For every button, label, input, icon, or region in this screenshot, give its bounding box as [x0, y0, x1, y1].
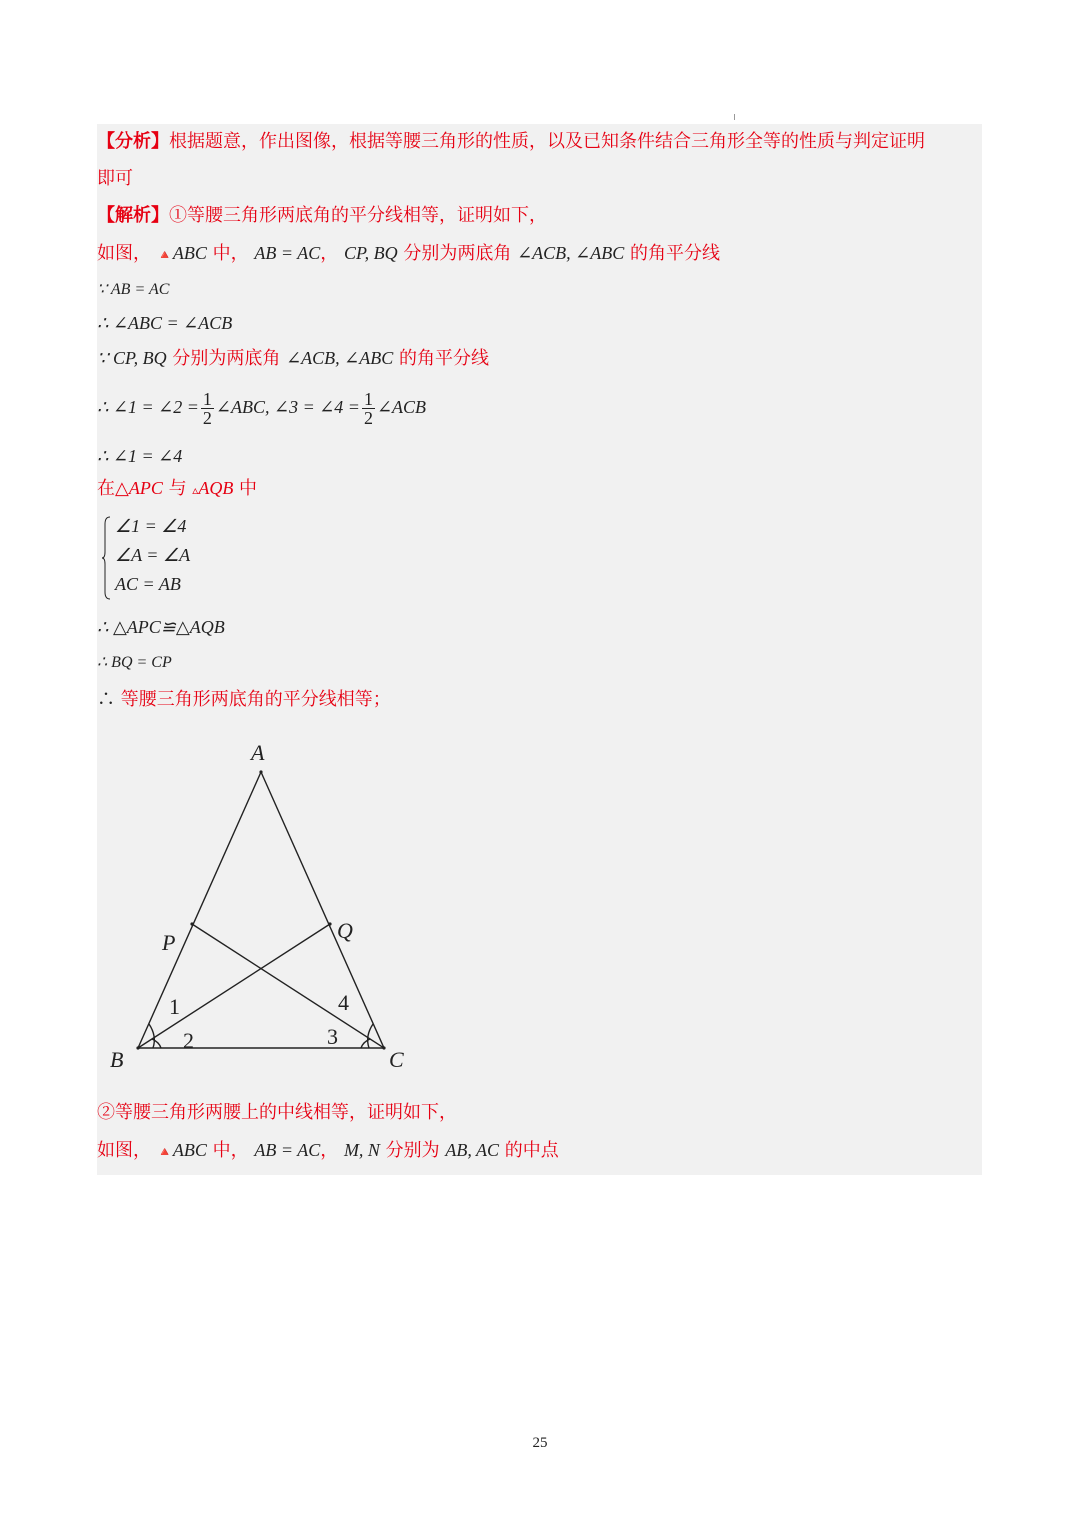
frac-den: 2 — [202, 408, 212, 429]
system-eq-1: ∠1 = ∠4 — [115, 516, 187, 536]
p2-mid2: ， — [320, 1140, 339, 1161]
step3-math: ∵ CP, BQ — [97, 348, 167, 368]
p2-text3: 分别为 — [379, 1140, 446, 1161]
step-1: ∵ AB = AC — [97, 281, 170, 298]
triangle-symbol-icon: 🔺 — [156, 248, 173, 263]
setup-prefix: 如图， — [97, 243, 151, 264]
label-a: A — [251, 740, 265, 765]
setup-line — [97, 241, 720, 268]
label-angle-3: 3 — [327, 1024, 338, 1049]
system-eq-2: ∠A = ∠A — [115, 545, 191, 565]
fraction-half — [201, 390, 214, 427]
solution-tag: 【解析】 — [97, 205, 169, 226]
label-p: P — [162, 930, 176, 955]
setup-mid1: 中， — [206, 243, 249, 264]
fraction-half-2 — [362, 390, 375, 427]
analysis-text: 根据题意，作出图像，根据等腰三角形的性质，以及已知条件结合三角形全等的性质与判定证明 — [169, 131, 925, 152]
step4-c: ∠ACB — [376, 397, 427, 417]
step-6: ∴ △APC≌△AQB — [97, 617, 225, 637]
step-5: ∴ ∠1 = ∠4 — [97, 446, 183, 466]
p2-math-equal: AB = AC — [254, 1140, 321, 1160]
frac-num: 1 — [202, 389, 212, 410]
triangle-figure — [97, 724, 437, 1084]
system-eq-3: AC = AB — [115, 574, 181, 594]
step4-b: ∠ABC, ∠3 = ∠4 = — [215, 397, 360, 417]
part2-setup-line — [97, 1138, 559, 1165]
in-math2: AQB — [198, 478, 234, 498]
step-7: ∴ BQ = CP — [97, 654, 172, 671]
setup-math-bisectors: CP, BQ — [343, 243, 398, 263]
step8-sym: ∴ — [97, 689, 121, 710]
side-ab — [138, 772, 261, 1048]
setup-text4: 的角平分线 — [624, 243, 720, 264]
in-text3: 中 — [233, 478, 258, 499]
angle-arc-b1 — [149, 1024, 154, 1048]
p2-math-sides: AB, AC — [445, 1140, 500, 1160]
setup-math-triangle: ABC — [172, 243, 207, 263]
step3-math2: ∠ACB, ∠ABC — [286, 348, 394, 368]
frac-den-2: 2 — [363, 408, 373, 429]
segment-cp — [192, 924, 384, 1048]
step8-text: 等腰三角形两底角的平分线相等； — [120, 689, 391, 710]
setup-math-angles: ∠ACB, ∠ABC — [517, 243, 625, 263]
header-tick — [734, 114, 735, 120]
label-q: Q — [337, 918, 353, 943]
part1-title: ①等腰三角形两底角的平分线相等，证明如下， — [169, 205, 547, 226]
solution-line — [97, 204, 547, 228]
part2-title: ②等腰三角形两腰上的中线相等，证明如下， — [97, 1102, 457, 1123]
side-ac — [261, 772, 384, 1048]
in-triangles-line — [97, 476, 257, 502]
left-brace-icon — [101, 516, 111, 600]
page-number: 25 — [532, 1435, 548, 1451]
small-triangle-icon: ▵ — [192, 483, 199, 497]
triangle-symbol-icon-2: 🔺 — [156, 1145, 173, 1160]
step4-a: ∴ ∠1 = ∠2 = — [97, 397, 199, 417]
p2-math-mn: M, N — [343, 1140, 380, 1160]
analysis-line — [97, 130, 925, 154]
p2-mid1: 中， — [206, 1140, 249, 1161]
label-b: B — [110, 1047, 124, 1072]
solution-block — [97, 124, 982, 1175]
p2-math-triangle: ABC — [172, 1140, 207, 1160]
label-c: C — [389, 1047, 404, 1072]
label-angle-2: 2 — [183, 1028, 194, 1053]
label-angle-4: 4 — [338, 990, 349, 1015]
step3-text2: 的角平分线 — [393, 348, 489, 369]
setup-text3: 分别为两底角 — [397, 243, 518, 264]
step-8 — [97, 688, 391, 712]
label-angle-1: 1 — [169, 994, 180, 1019]
p2-text4: 的中点 — [499, 1140, 559, 1161]
step-4 — [97, 384, 426, 430]
in-text1: 在 — [97, 478, 115, 499]
step-2: ∴ ∠ABC = ∠ACB — [97, 313, 233, 333]
step-3 — [97, 346, 489, 371]
analysis-tag: 【分析】 — [97, 131, 169, 152]
setup-mid2: ， — [320, 243, 339, 264]
frac-num-2: 1 — [363, 389, 373, 410]
step3-text: 分别为两底角 — [166, 348, 287, 369]
analysis-line-2: 即可 — [97, 168, 133, 189]
setup-math-equal: AB = AC — [254, 243, 321, 263]
in-math1: △APC — [115, 478, 163, 498]
in-text2: 与 — [162, 478, 193, 499]
angle-arc-c4 — [368, 1024, 373, 1048]
p2-prefix: 如图， — [97, 1140, 151, 1161]
